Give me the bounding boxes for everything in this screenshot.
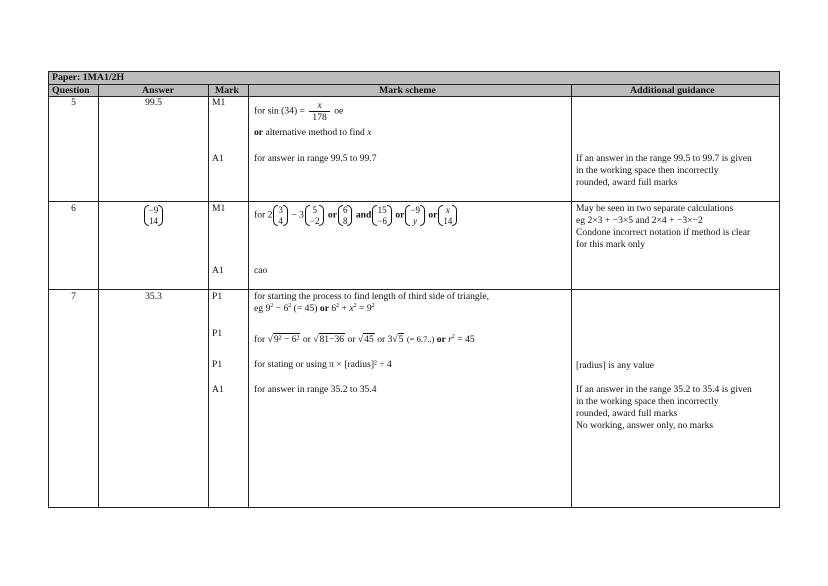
q6-number: 6 bbox=[71, 203, 76, 214]
q7-number: 7 bbox=[71, 291, 76, 302]
q6-a1-scheme: cao bbox=[254, 265, 268, 276]
q6-answer bbox=[99, 205, 208, 226]
q6-mark-m1: M1 bbox=[212, 203, 226, 214]
column-divider bbox=[208, 85, 209, 507]
q7-mark-p1-second: P1 bbox=[212, 328, 223, 339]
q7-mark-p1-third: P1 bbox=[212, 359, 223, 370]
q5-m1-alternative: or alternative method to find x bbox=[254, 127, 372, 138]
paper-label: Paper: 1MA1/2H bbox=[49, 72, 779, 85]
q5-answer: 99.5 bbox=[145, 97, 162, 108]
q7-p1-third-guidance: [radius] is any value bbox=[576, 360, 655, 371]
q6-m1-scheme: for 2 3 4 − 3 5 −2 or 6 8 and 15 −6 or −9 y or x 14 bbox=[254, 205, 458, 226]
header-additional-guidance: Additional guidance bbox=[630, 85, 715, 96]
q7-p1-second-scheme: for √9² − 6² or √81−36 or √45 or 3√5 (= 6.7..) or $r^2 = 45$ bbox=[254, 334, 475, 345]
q5-a1-scheme: for answer in range 99.5 to 99.7 bbox=[254, 153, 377, 164]
q5-number: 5 bbox=[71, 97, 76, 108]
q6-mark-a1: A1 bbox=[212, 265, 224, 276]
q7-mark-a1: A1 bbox=[212, 384, 224, 395]
q5-m1-scheme: for sin (34) = $\frac{x}{178}$ oe bbox=[254, 100, 344, 123]
column-divider bbox=[571, 85, 572, 507]
column-divider bbox=[248, 85, 249, 507]
q5-guidance: If an answer in the range 99.5 to 99.7 is given in the working space then incorrectly rounded, award full marks bbox=[576, 153, 752, 188]
q7-answer: 35.3 bbox=[145, 291, 162, 302]
q6-guidance: May be seen in two separate calculations eg 2×3 + −3×5 and 2×4 + −3×−2 Condone incorrect notation if method is clear for this mark only bbox=[576, 203, 751, 250]
q7-a1-scheme: for answer in range 35.2 to 35.4 bbox=[254, 384, 377, 395]
mark-scheme-table bbox=[48, 71, 780, 508]
header-mark-scheme: Mark scheme bbox=[379, 85, 436, 96]
q6-answer-vector: −9 14 bbox=[144, 205, 164, 226]
q5-mark-a1: A1 bbox=[212, 153, 224, 164]
q5-mark-m1: M1 bbox=[212, 97, 226, 108]
q7-p1-third-scheme: for stating or using π × [radius]² ÷ 4 bbox=[254, 359, 392, 370]
header-mark: Mark bbox=[215, 85, 239, 96]
q7-p1-first-scheme: for starting the process to find length of third side of triangle, eg $9^2 - 6^2$ (= 45) or $6^2 + x^2 = 9^2$ bbox=[254, 291, 489, 314]
header-answer: Answer bbox=[142, 85, 175, 96]
q7-guidance: If an answer in the range 35.2 to 35.4 is given in the working space then incorrectly rounded, award full marks No working, answer only, no marks bbox=[576, 384, 752, 431]
q7-mark-p1-first: P1 bbox=[212, 291, 223, 302]
row-divider bbox=[49, 201, 779, 202]
header-question: Question bbox=[52, 85, 90, 96]
q5-fraction: $\frac{x}{178}$ bbox=[309, 100, 329, 123]
table-header-row bbox=[49, 85, 779, 97]
row-divider bbox=[49, 289, 779, 290]
